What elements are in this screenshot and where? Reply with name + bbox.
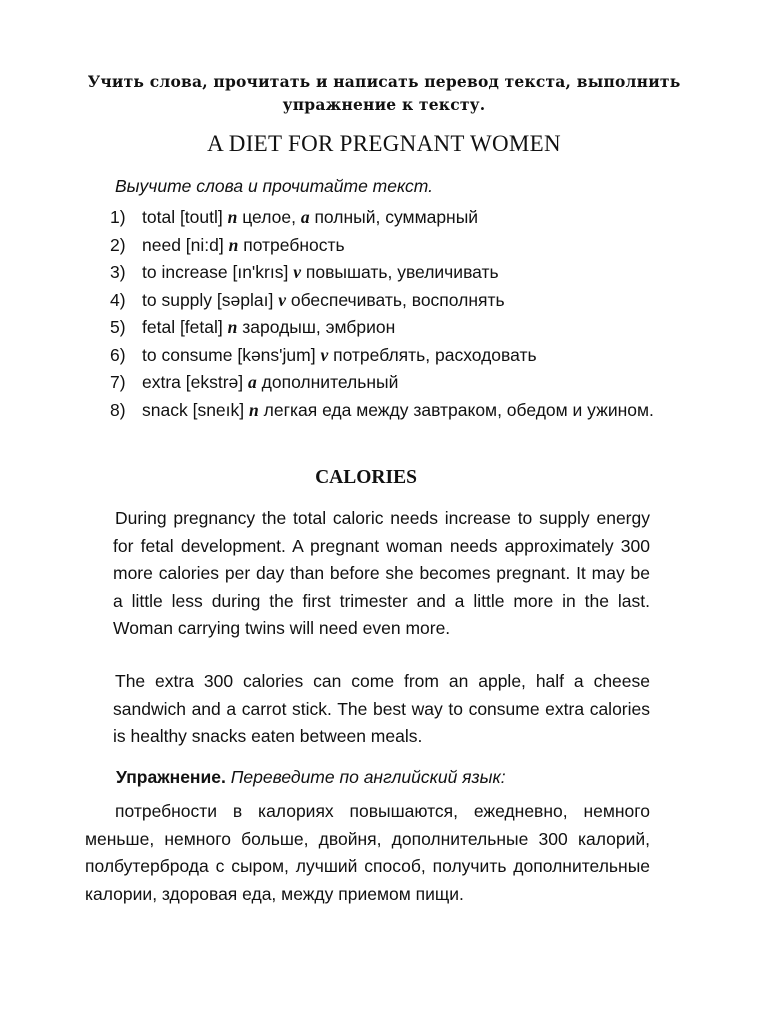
exercise-body [85, 798, 650, 908]
vocab-number: 4) [110, 289, 126, 310]
vocab-number: 5) [110, 317, 126, 337]
paragraph-text: During pregnancy the total caloric needs increase to supply energy for fetal development. A pregnant woman needs approximately 300 more calories per day than before she becomes pregnant. It may be a little less during the first trimester and a little more in the last. Woman carrying twins will need even more. [113, 508, 650, 638]
vocab-item [110, 314, 670, 342]
vocab-item [110, 342, 670, 370]
vocab-word: to consume [kəns'jum] [142, 344, 316, 365]
vocab-meaning-2: полный, суммарный [314, 207, 479, 227]
vocab-number: 2) [110, 234, 126, 255]
vocab-item [110, 369, 670, 397]
vocab-item [110, 287, 670, 315]
vocab-word: fetal [fetal] [142, 317, 223, 337]
vocab-meaning: потребность [243, 234, 345, 255]
vocab-part-of-speech: n [249, 399, 259, 420]
vocab-part-of-speech: n [227, 207, 238, 227]
vocab-part-of-speech: v [293, 262, 301, 282]
paragraph-text: The extra 300 calories can come from an apple, half a cheese sandwich and a carrot stick. The best way to consume extra calories is healthy snacks eaten between meals. [113, 671, 650, 746]
section-heading: CALORIES [315, 467, 417, 488]
vocab-meaning: целое, [242, 207, 296, 227]
exercise-text: потребности в калориях повышаются, ежедневно, немного меньше, немного больше, двойня, дополнительные 300 калорий, полбутерброда с сыром, лучший способ, получить дополнительные калории, здоровая еда, между приемом пищи. [85, 801, 650, 904]
page-title: A DIET FOR PREGNANT WOMEN [207, 131, 561, 156]
vocab-part-of-speech: v [320, 344, 329, 365]
vocab-part-of-speech: a [248, 372, 257, 392]
assignment-instruction [70, 70, 698, 116]
vocab-part-of-speech: n [228, 234, 239, 255]
vocab-number: 6) [110, 344, 126, 365]
vocab-item [110, 397, 670, 425]
vocab-meaning: дополнительный [261, 372, 399, 392]
vocab-word: snack [sneık] [142, 399, 245, 420]
vocab-word: total [toutl] [142, 207, 223, 227]
vocab-item [110, 204, 670, 232]
vocab-meaning: потреблять, расходовать [333, 344, 537, 365]
vocab-word: extra [ekstrə] [142, 372, 244, 392]
exercise-heading [116, 765, 506, 789]
vocab-number: 3) [110, 262, 126, 282]
vocab-number: 7) [110, 372, 126, 392]
paragraph-1 [113, 505, 650, 643]
vocab-number: 8) [110, 399, 126, 420]
exercise-instruction: Переведите по английский язык: [230, 767, 506, 787]
vocab-meaning: легкая еда между завтраком, обедом и ужином. [263, 399, 654, 420]
vocabulary-list [110, 204, 670, 424]
vocab-word: to increase [ın'krıs] [142, 262, 289, 282]
exercise-label: Упражнение. [116, 767, 226, 787]
vocab-item [110, 259, 670, 287]
vocab-word: need [nі:d] [142, 234, 224, 255]
vocab-instruction: Выучите слова и прочитайте текст. [115, 176, 434, 196]
vocab-word: to supply [səplaı] [142, 289, 274, 310]
paragraph-2 [113, 668, 650, 751]
vocab-meaning: обеспечивать, восполнять [290, 289, 505, 310]
vocab-item [110, 232, 670, 260]
instruction-line-2: упражнение к тексту. [282, 95, 486, 114]
vocab-part-of-speech: v [278, 289, 286, 310]
vocab-meaning: зародыш, эмбрион [242, 317, 396, 337]
vocab-part-of-speech-2: a [300, 207, 310, 227]
instruction-line-1: Учить слова, прочитать и написать перевод текста, выполнить [87, 72, 681, 91]
vocab-part-of-speech: n [227, 317, 238, 337]
vocab-number: 1) [110, 207, 126, 227]
vocab-meaning: повышать, увеличивать [305, 262, 499, 282]
